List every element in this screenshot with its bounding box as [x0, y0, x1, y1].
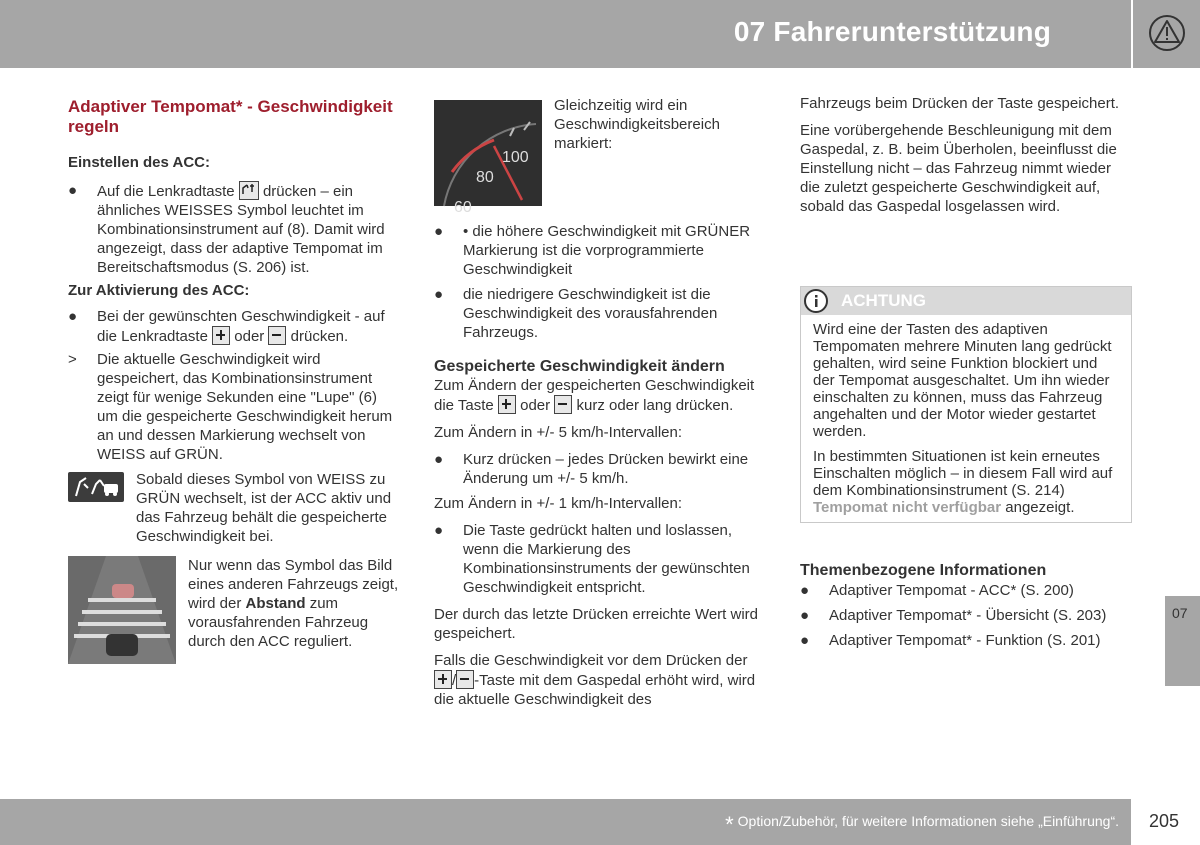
caution-box [800, 286, 1132, 523]
bullet-icon: ● [800, 582, 810, 599]
list-item-text: Die aktuelle Geschwindigkeit wird gespeichert, das Kombinationsinstrument zeigt für wenige Sekunden eine "Lupe" (6) um die gespeicherte Geschwindigkeit herum an und dessen Markierung wechselt von WEISS auf GRÜN. [97, 351, 393, 463]
minus-button-icon [554, 395, 572, 414]
related-info-heading: Themenbezogene Informationen [800, 562, 1047, 579]
paragraph-text: Zum Ändern der gespeicherten Geschwindigkeit die Taste [434, 377, 755, 414]
warning-box [1133, 0, 1200, 68]
set-acc-list [68, 181, 400, 277]
change-speed-heading: Gespeicherte Geschwindigkeit ändern [434, 358, 725, 375]
result-marker: > [68, 351, 77, 368]
page-footer [0, 799, 1131, 845]
step5-list [434, 450, 766, 488]
related-link[interactable] [800, 606, 1132, 625]
minus-button-icon [456, 670, 474, 689]
road-distance-image [68, 556, 176, 664]
bullet-icon: ● [800, 632, 810, 649]
acc-steering-button-icon [239, 181, 259, 200]
activate-acc-list [68, 307, 400, 464]
paragraph-text: kurz oder lang drücken. [576, 397, 734, 414]
warning-triangle-icon [1147, 14, 1187, 52]
speedometer-image [434, 100, 542, 216]
bullet-icon: ● [434, 223, 444, 240]
column-middle [434, 94, 766, 709]
related-link[interactable] [800, 631, 1132, 650]
caution-title: ACHTUNG [841, 291, 926, 310]
footer-note-text: Option/Zubehör, für weitere Informationen siehe „Einführung“. [737, 813, 1119, 829]
paragraph: Eine vorübergehende Beschleunigung mit dem Gaspedal, z. B. beim Überholen, beeinflusst die Einstellung nicht – das Fahrzeug nimmt wieder die zuletzt gespeicherte Geschwindigkeit auf, sobald das Gaspedal losgelassen wird. [800, 122, 1117, 215]
gauge-block [434, 94, 766, 214]
step1-heading: Zum Ändern in +/- 1 km/h-Intervallen: [434, 495, 683, 512]
distance-bold-term: Abstand [245, 595, 306, 612]
paragraph-text: In bestimmten Situationen ist kein erneutes Einschalten möglich – in diesem Fall wird auf dem Kombinationsinstrument (S. 214) [813, 448, 1113, 499]
related-link-text[interactable]: Adaptiver Tempomat - ACC* (S. 200) [829, 582, 1074, 599]
speed-range-list [434, 222, 766, 342]
page-number-text: 205 [1149, 811, 1180, 831]
column-left [68, 94, 400, 664]
bullet-icon: ● [68, 308, 78, 325]
bullet-icon: ● [68, 182, 78, 199]
column-right [800, 94, 1132, 649]
gauge-label-80: 80 [476, 169, 494, 186]
bullet-icon: ● [800, 607, 810, 624]
list-item [68, 307, 400, 346]
related-link-text[interactable]: Adaptiver Tempomat* - Funktion (S. 201) [829, 632, 1101, 649]
acc-symbol-block [68, 470, 400, 546]
list-item [434, 521, 766, 597]
related-link[interactable] [800, 581, 1132, 600]
chapter-header [0, 0, 1131, 68]
related-info-block [800, 561, 1132, 650]
paragraph-text: Falls die Geschwindigkeit vor dem Drücken der [434, 652, 748, 669]
chapter-title: 07 Fahrerunterstützung [733, 16, 1051, 47]
paragraph: Fahrzeugs beim Drücken der Taste gespeichert. [800, 95, 1120, 112]
gauge-text: Gleichzeitig wird ein Geschwindigkeitsbereich markiert: [554, 97, 720, 152]
distance-text: zum vorausfahrenden Fahrzeug durch den ACC reguliert. [188, 595, 369, 650]
caution-body [801, 315, 1131, 522]
list-item [434, 285, 766, 342]
bullet-icon: ● [434, 451, 444, 468]
list-item-text: Auf die Lenkradtaste [97, 183, 235, 200]
list-item [68, 350, 400, 464]
related-link-text[interactable]: Adaptiver Tempomat* - Übersicht (S. 203) [829, 607, 1107, 624]
paragraph-text: oder [520, 397, 551, 414]
gauge-label-100: 100 [502, 149, 529, 166]
set-acc-heading: Einstellen des ACC: [68, 154, 210, 171]
activate-acc-heading: Zur Aktivierung des ACC: [68, 282, 250, 299]
acc-symbol-text: Sobald dieses Symbol von WEISS zu GRÜN wechselt, ist der ACC aktiv und das Fahrzeug behält die gespeicherte Geschwindigkeit bei. [136, 471, 392, 545]
caution-paragraph [813, 448, 1119, 516]
acc-symbol-image [68, 472, 124, 502]
distance-text: Nur wenn das Symbol das Bild eines anderen Fahrzeugs zeigt, wird der [188, 557, 399, 612]
plus-button-icon [434, 670, 452, 689]
list-item [68, 181, 400, 277]
bullet-icon: ● [434, 522, 444, 539]
list-item [434, 222, 766, 279]
list-item-text: • die höhere Geschwindigkeit mit GRÜNER Markierung ist die vorprogrammierte Geschwindigkeit [463, 223, 751, 278]
list-item-text: oder [234, 328, 265, 345]
side-tab-label: 07 [1172, 605, 1188, 621]
gauge-label-60: 60 [454, 199, 472, 216]
related-info-list [800, 581, 1132, 650]
caution-paragraph: Wird eine der Tasten des adaptiven Tempomaten mehrere Minuten lang gedrückt gehalten, wird seine Funktion blockiert und der Tempomat ausgeschaltet. Um ihn wieder einschalten zu können, muss das Fahrzeug angehalten und der Motor wieder gestartet werden. [813, 321, 1112, 440]
section-title: Adaptiver Tempomat* - Geschwindigkeit regeln [68, 97, 393, 136]
list-item-text: Die Taste gedrückt halten und loslassen, wenn die Markierung des Kombinationsinstruments der gewünschten Geschwindigkeit entspricht. [463, 522, 750, 596]
plus-button-icon [212, 326, 230, 345]
change-speed-paragraph [434, 376, 766, 415]
list-item-text: die niedrigere Geschwindigkeit ist die Geschwindigkeit des vorausfahrenden Fahrzeugs. [463, 286, 718, 341]
paragraph-text: -Taste mit dem Gaspedal erhöht wird, wird die aktuelle Geschwindigkeit des [434, 672, 756, 708]
page-number [1133, 799, 1200, 845]
minus-button-icon [268, 326, 286, 345]
list-item-text: Bei der gewünschten Geschwindigkeit - auf die Lenkradtaste [97, 308, 385, 345]
footer-note [725, 812, 1119, 838]
last-value-paragraph: Der durch das letzte Drücken erreichte Wert wird gespeichert. [434, 606, 759, 642]
info-icon [803, 288, 829, 314]
list-item-text: Kurz drücken – jedes Drücken bewirkt eine Änderung um +/- 5 km/h. [463, 451, 749, 487]
chapter-side-tab[interactable] [1165, 596, 1200, 686]
list-item-text: drücken – ein ähnliches WEISSES Symbol leuchtet im Kombinationsinstrument auf (8). Damit wird angezeigt, dass der adaptive Tempomat im Bereitschaftsmodus (S. 206) ist. [97, 183, 385, 276]
step5-heading: Zum Ändern in +/- 5 km/h-Intervallen: [434, 424, 683, 441]
display-message: Tempomat nicht verfügbar [813, 499, 1002, 516]
list-item-text: drücken. [290, 328, 349, 345]
distance-block [68, 556, 400, 664]
list-item [434, 450, 766, 488]
footnote-star: * [725, 812, 734, 837]
caution-header [801, 287, 1131, 315]
bullet-icon: ● [434, 286, 444, 303]
paragraph-text: / [452, 672, 457, 689]
paragraph-text: angezeigt. [1005, 499, 1075, 516]
step1-list [434, 521, 766, 597]
plus-button-icon [498, 395, 516, 414]
gas-pedal-paragraph [434, 651, 766, 709]
